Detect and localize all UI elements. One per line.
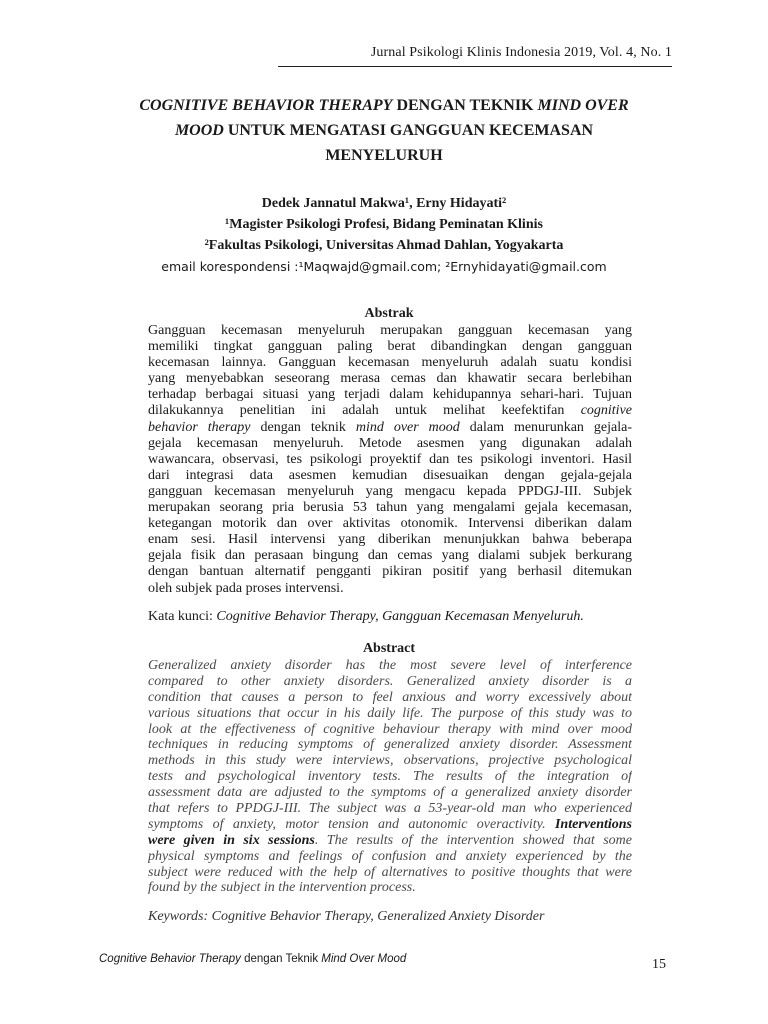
text-line — [148, 468, 632, 484]
text-line — [148, 564, 632, 580]
footer-part-3: Mind Over Mood — [321, 953, 407, 965]
text-run: found by the subject in the intervention process. — [148, 880, 416, 896]
text-line — [148, 865, 632, 881]
text-line — [148, 817, 632, 833]
text-run: kecemasan lainnya. Gangguan kecemasan menyeluruh adalah suatu kondisi — [148, 355, 632, 371]
text-run: methods in this study were interviews, observations, projective psychological — [148, 753, 632, 769]
abstract-body — [148, 658, 632, 896]
page-number: 15 — [652, 957, 666, 972]
text-run: Generalized anxiety disorder has the most severe level of interference — [148, 658, 632, 673]
text-line — [148, 581, 632, 597]
text-run: techniques in reducing symptoms of generalized anxiety disorder. Assessment — [148, 737, 632, 753]
text-run: symptoms of anxiety, motor tension and autonomic overactivity. — [148, 816, 555, 832]
text-run: gejala fisik dan perasaan bingung dan cemas yang dialami subjek berkurang — [148, 548, 632, 564]
footer-running-title — [99, 953, 406, 965]
text-line — [148, 690, 632, 706]
text-run: ketegangan motorik dan over aktivitas otonomik. Intervensi diberikan dalam — [148, 516, 632, 532]
text-run: mind over mood — [355, 419, 460, 435]
footer-part-2: dengan Teknik — [240, 953, 322, 965]
title-line-1 — [100, 93, 668, 118]
text-run: yang menyebabkan seseorang merasa cemas dan khawatir secara berlebihan — [148, 371, 632, 387]
text-run: tests and psychological inventory tests. The results of the integration of — [148, 769, 632, 785]
text-line — [148, 849, 632, 865]
text-line — [148, 339, 632, 355]
running-head: Jurnal Psikologi Klinis Indonesia 2019, Vol. 4, No. 1 — [370, 45, 672, 60]
text-line — [148, 387, 632, 403]
kata-kunci-label: Kata kunci: — [148, 609, 217, 624]
text-run: behavior therapy — [148, 419, 251, 435]
title-segment: MENYELURUH — [325, 147, 443, 164]
text-run: physical symptoms and feelings of confusion and anxiety experienced by the — [148, 848, 632, 864]
text-line — [148, 785, 632, 801]
text-line — [148, 484, 632, 500]
text-line — [148, 371, 632, 387]
text-line — [148, 355, 632, 371]
kata-kunci — [148, 608, 632, 625]
text-run: were given in six sessions — [148, 832, 315, 848]
text-run: assessment data are adjusted to the symptoms of a generalized anxiety disorder — [148, 785, 632, 801]
text-run: wawancara, observasi, tes psikologi proyektif dan tes psikologi inventori. Hasil — [148, 451, 632, 467]
text-line — [148, 769, 632, 785]
title-line-3 — [100, 143, 668, 168]
authors: Dedek Jannatul Makwa¹, Erny Hidayati² — [261, 196, 507, 211]
text-line — [148, 500, 632, 516]
abstrak-body — [148, 323, 632, 597]
text-run: . The results of the intervention showed that some — [314, 832, 632, 848]
text-run: subject were reduced with the help of alternatives to positive thoughts that were — [148, 864, 632, 880]
title-segment: COGNITIVE BEHAVIOR THERAPY — [139, 97, 393, 114]
kata-kunci-value: Cognitive Behavior Therapy, Gangguan Kecemasan Menyeluruh. — [216, 609, 584, 624]
text-run: oleh subjek pada proses intervensi. — [148, 580, 344, 596]
text-run: various situations that occur in his daily life. The purpose of this study was to — [148, 705, 632, 721]
text-line — [148, 323, 632, 339]
text-line — [148, 516, 632, 532]
text-line — [148, 532, 632, 548]
text-line — [148, 737, 632, 753]
text-line — [148, 452, 632, 468]
author-block — [110, 193, 658, 277]
text-run: memiliki tingkat gangguan paling berat dibandingkan dengan gangguan — [148, 339, 632, 355]
text-run: enam sesi. Hasil intervensi yang diberikan menunjukkan bahwa beberapa — [148, 532, 632, 548]
text-line — [148, 403, 632, 419]
title-line-2 — [100, 118, 668, 143]
text-run: dengan teknik — [250, 419, 356, 435]
text-line — [148, 880, 632, 896]
text-run: dari integrasi data asesmen kemudian disesuaikan dengan gejala-gejala — [148, 467, 632, 483]
correspondence-email: email korespondensi :¹Maqwajd@gmail.com; ²Ernyhidayati@gmail.com — [161, 259, 607, 274]
text-line — [148, 674, 632, 690]
text-run: condition that causes a person to feel anxious and worry excessively about — [148, 689, 632, 705]
text-line — [148, 722, 632, 738]
affiliation-2: ²Fakultas Psikologi, Universitas Ahmad Dahlan, Yogyakarta — [204, 238, 564, 253]
abstract-heading: Abstract — [362, 641, 416, 656]
text-line — [148, 548, 632, 564]
text-run: merupakan seorang pria berusia 53 tahun yang mengalami gejala kecemasan, — [148, 500, 632, 516]
title-segment: DENGAN TEKNIK — [392, 97, 538, 114]
text-line — [148, 706, 632, 722]
text-run: look at the effectiveness of cognitive behaviour therapy with mind over mood — [148, 721, 632, 737]
text-run: compared to other anxiety disorders. Generalized anxiety disorder is a — [148, 673, 632, 689]
text-run: terhadap berbagai situasi yang terjadi dalam kehidupannya sehari-hari. Tujuan — [148, 387, 632, 403]
affiliation-1: ¹Magister Psikologi Profesi, Bidang Peminatan Klinis — [225, 217, 543, 232]
header-rule — [278, 66, 672, 67]
text-run: that refers to PPDGJ-III. The subject was a 53-year-old man who experienced — [148, 801, 632, 817]
text-line — [148, 753, 632, 769]
text-line — [148, 420, 632, 436]
footer-part-1: Cognitive Behavior Therapy — [99, 953, 241, 965]
text-run: gangguan kecemasan menyeluruh yang mengacu kepada PPDGJ-III. Subjek — [148, 483, 632, 499]
text-line — [148, 801, 632, 817]
text-line — [148, 658, 632, 674]
text-run: Gangguan kecemasan menyeluruh merupakan gangguan kecemasan yang — [148, 323, 632, 338]
text-run: cognitive — [580, 403, 632, 419]
title-segment: MIND OVER — [537, 97, 629, 114]
text-run: dengan bantuan alternatif pengganti pikiran positif yang berhasil ditemukan — [148, 564, 632, 580]
text-run: Interventions — [554, 816, 632, 832]
text-line — [148, 436, 632, 452]
abstrak-heading: Abstrak — [364, 306, 414, 321]
paper-title — [100, 93, 668, 168]
title-segment: UNTUK MENGATASI GANGGUAN KECEMASAN — [223, 122, 594, 139]
text-run: gejala kecemasan menyeluruh. Metode asesmen yang digunakan adalah — [148, 435, 632, 451]
text-run: dalam menurunkan gejala- — [459, 419, 632, 435]
title-segment: MOOD — [174, 122, 224, 139]
text-line — [148, 833, 632, 849]
keywords-en: Keywords: Cognitive Behavior Therapy, Generalized Anxiety Disorder — [148, 909, 545, 924]
text-run: dilakukannya penelitian ini adalah untuk melihat keefektifan — [148, 403, 581, 419]
